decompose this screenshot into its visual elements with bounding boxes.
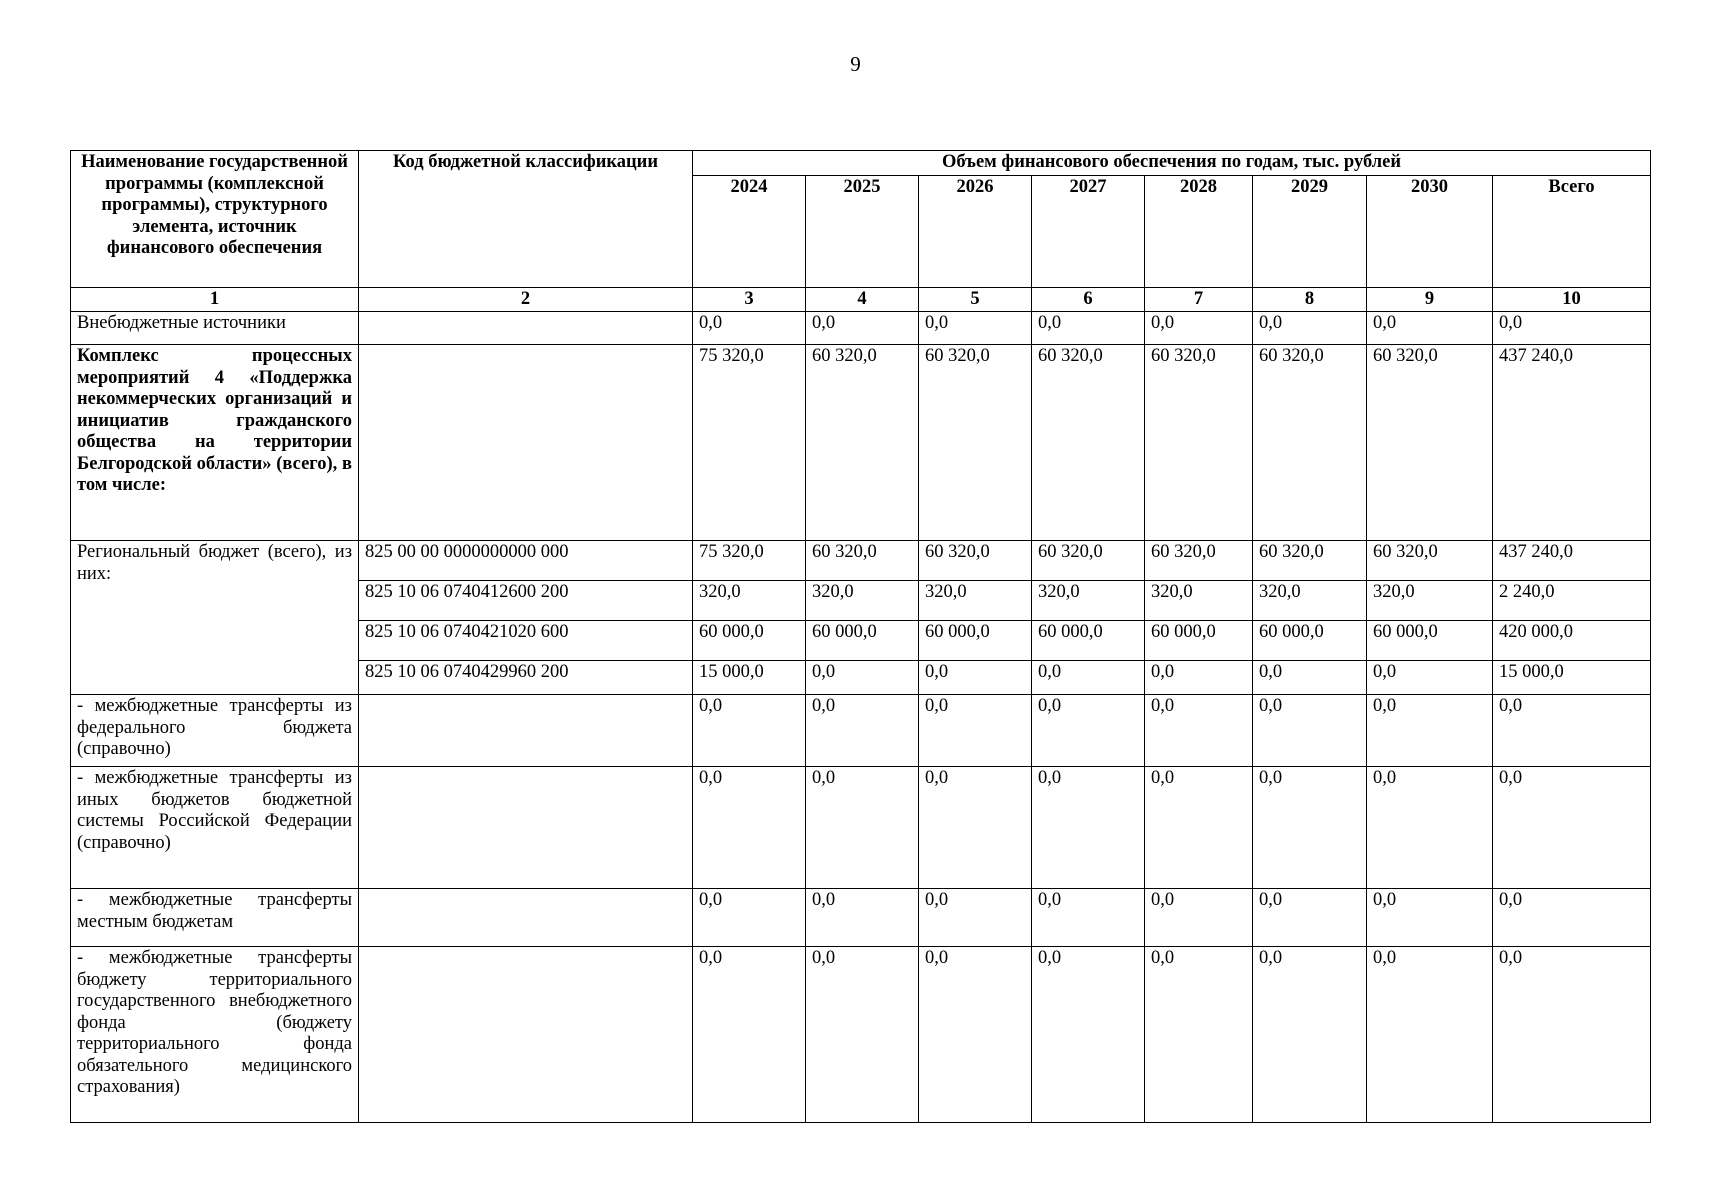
header-year: 2029 — [1253, 175, 1367, 287]
header-code-column: Код бюджетной классификации — [359, 151, 693, 288]
row-value: 60 000,0 — [919, 621, 1032, 661]
row-name: Комплекс процессных мероприятий 4 «Поддержка некоммерческих организаций и инициатив гражданского общества на территории Белгородской области» (всего), в том числе: — [71, 345, 359, 541]
row-value: 0,0 — [919, 661, 1032, 695]
row-value: 0,0 — [1253, 889, 1367, 947]
row-name: - межбюджетные трансферты из иных бюджетов бюджетной системы Российской Федерации (справочно) — [71, 767, 359, 889]
row-value: 0,0 — [1145, 889, 1253, 947]
table-row — [71, 345, 1651, 541]
row-code — [359, 767, 693, 889]
row-value: 0,0 — [806, 767, 919, 889]
row-value: 60 000,0 — [1145, 621, 1253, 661]
row-code — [359, 947, 693, 1123]
row-value: 0,0 — [1145, 767, 1253, 889]
row-value: 0,0 — [1367, 661, 1493, 695]
row-value: 0,0 — [1145, 947, 1253, 1123]
row-value: 0,0 — [693, 695, 806, 767]
row-value: 0,0 — [1493, 947, 1651, 1123]
row-value: 0,0 — [919, 889, 1032, 947]
row-name: - межбюджетные трансферты бюджету территориального государственного внебюджетного фонда (бюджету территориального фонда обязательного медицинского страхования) — [71, 947, 359, 1123]
row-value: 60 320,0 — [919, 541, 1032, 581]
row-value: 60 320,0 — [1145, 345, 1253, 541]
row-value: 320,0 — [693, 581, 806, 621]
table-row — [71, 541, 1651, 581]
row-name: - межбюджетные трансферты местным бюджетам — [71, 889, 359, 947]
column-number: 6 — [1032, 287, 1145, 312]
column-number: 5 — [919, 287, 1032, 312]
row-code — [359, 345, 693, 541]
row-value: 0,0 — [1253, 312, 1367, 345]
row-value: 320,0 — [1367, 581, 1493, 621]
row-value: 60 320,0 — [1032, 345, 1145, 541]
row-value: 0,0 — [1367, 695, 1493, 767]
row-value: 0,0 — [919, 947, 1032, 1123]
row-value: 60 320,0 — [806, 541, 919, 581]
column-number: 1 — [71, 287, 359, 312]
column-number: 8 — [1253, 287, 1367, 312]
row-value: 0,0 — [806, 661, 919, 695]
row-value: 60 320,0 — [1253, 345, 1367, 541]
header-year: 2030 — [1367, 175, 1493, 287]
header-year: 2026 — [919, 175, 1032, 287]
row-value: 0,0 — [1145, 695, 1253, 767]
row-value: 0,0 — [1367, 947, 1493, 1123]
row-value: 0,0 — [693, 767, 806, 889]
row-value: 0,0 — [1032, 695, 1145, 767]
row-value: 320,0 — [919, 581, 1032, 621]
row-value: 60 000,0 — [1032, 621, 1145, 661]
row-value: 60 000,0 — [1253, 621, 1367, 661]
row-value: 420 000,0 — [1493, 621, 1651, 661]
row-value: 0,0 — [1493, 695, 1651, 767]
column-number: 3 — [693, 287, 806, 312]
row-value: 0,0 — [1032, 312, 1145, 345]
row-value: 0,0 — [806, 889, 919, 947]
header-total: Всего — [1493, 175, 1651, 287]
row-code — [359, 312, 693, 345]
row-value: 437 240,0 — [1493, 345, 1651, 541]
row-value: 60 320,0 — [806, 345, 919, 541]
row-value: 60 320,0 — [1367, 345, 1493, 541]
row-value: 0,0 — [1145, 661, 1253, 695]
column-number: 7 — [1145, 287, 1253, 312]
row-value: 15 000,0 — [693, 661, 806, 695]
row-value: 0,0 — [1032, 889, 1145, 947]
row-value: 0,0 — [806, 947, 919, 1123]
row-code: 825 10 06 0740421020 600 — [359, 621, 693, 661]
row-code: 825 10 06 0740412600 200 — [359, 581, 693, 621]
table-row — [71, 312, 1651, 345]
row-value: 60 320,0 — [1032, 541, 1145, 581]
row-value: 0,0 — [1367, 889, 1493, 947]
column-number: 2 — [359, 287, 693, 312]
header-year: 2027 — [1032, 175, 1145, 287]
row-value: 60 320,0 — [919, 345, 1032, 541]
header-name-column: Наименование государственной программы (комплексной программы), структурного элемента, источник финансового обеспечения — [71, 151, 359, 288]
row-value: 320,0 — [1032, 581, 1145, 621]
row-value: 2 240,0 — [1493, 581, 1651, 621]
row-value: 60 000,0 — [693, 621, 806, 661]
header-volume-column: Объем финансового обеспечения по годам, тыс. рублей — [693, 151, 1651, 176]
row-value: 0,0 — [1367, 312, 1493, 345]
row-value: 0,0 — [1032, 947, 1145, 1123]
table-row — [71, 767, 1651, 889]
row-value: 0,0 — [693, 947, 806, 1123]
header-row — [71, 151, 1651, 176]
row-code: 825 00 00 0000000000 000 — [359, 541, 693, 581]
row-value: 0,0 — [919, 695, 1032, 767]
financing-table — [70, 150, 1651, 1123]
row-value: 60 000,0 — [806, 621, 919, 661]
row-value: 0,0 — [919, 767, 1032, 889]
row-value: 320,0 — [1145, 581, 1253, 621]
row-value: 320,0 — [1253, 581, 1367, 621]
row-value: 75 320,0 — [693, 345, 806, 541]
header-year: 2028 — [1145, 175, 1253, 287]
row-value: 0,0 — [1032, 661, 1145, 695]
table-row — [71, 889, 1651, 947]
row-value: 0,0 — [1493, 767, 1651, 889]
row-value: 0,0 — [693, 312, 806, 345]
row-value: 60 320,0 — [1145, 541, 1253, 581]
row-value: 0,0 — [693, 889, 806, 947]
row-value: 0,0 — [1367, 767, 1493, 889]
table-row — [71, 947, 1651, 1123]
column-number: 9 — [1367, 287, 1493, 312]
row-code — [359, 695, 693, 767]
row-value: 0,0 — [1145, 312, 1253, 345]
column-number: 10 — [1493, 287, 1651, 312]
page-number: 9 — [850, 52, 861, 76]
row-value: 437 240,0 — [1493, 541, 1651, 581]
row-value: 320,0 — [806, 581, 919, 621]
row-value: 15 000,0 — [1493, 661, 1651, 695]
row-value: 0,0 — [1493, 312, 1651, 345]
column-numbers-row — [71, 287, 1651, 312]
row-value: 0,0 — [1253, 695, 1367, 767]
row-value: 60 320,0 — [1253, 541, 1367, 581]
row-value: 60 320,0 — [1367, 541, 1493, 581]
row-value: 0,0 — [806, 312, 919, 345]
row-code: 825 10 06 0740429960 200 — [359, 661, 693, 695]
column-number: 4 — [806, 287, 919, 312]
row-value: 0,0 — [1253, 767, 1367, 889]
header-year: 2024 — [693, 175, 806, 287]
header-year: 2025 — [806, 175, 919, 287]
row-value: 0,0 — [1032, 767, 1145, 889]
row-name: Региональный бюджет (всего), из них: — [71, 541, 359, 695]
table-row — [71, 695, 1651, 767]
row-value: 0,0 — [919, 312, 1032, 345]
row-name: - межбюджетные трансферты из федерального бюджета (справочно) — [71, 695, 359, 767]
row-code — [359, 889, 693, 947]
row-name: Внебюджетные источники — [71, 312, 359, 345]
row-value: 60 000,0 — [1367, 621, 1493, 661]
row-value: 0,0 — [1253, 661, 1367, 695]
row-value: 0,0 — [806, 695, 919, 767]
row-value: 0,0 — [1493, 889, 1651, 947]
row-value: 75 320,0 — [693, 541, 806, 581]
row-value: 0,0 — [1253, 947, 1367, 1123]
